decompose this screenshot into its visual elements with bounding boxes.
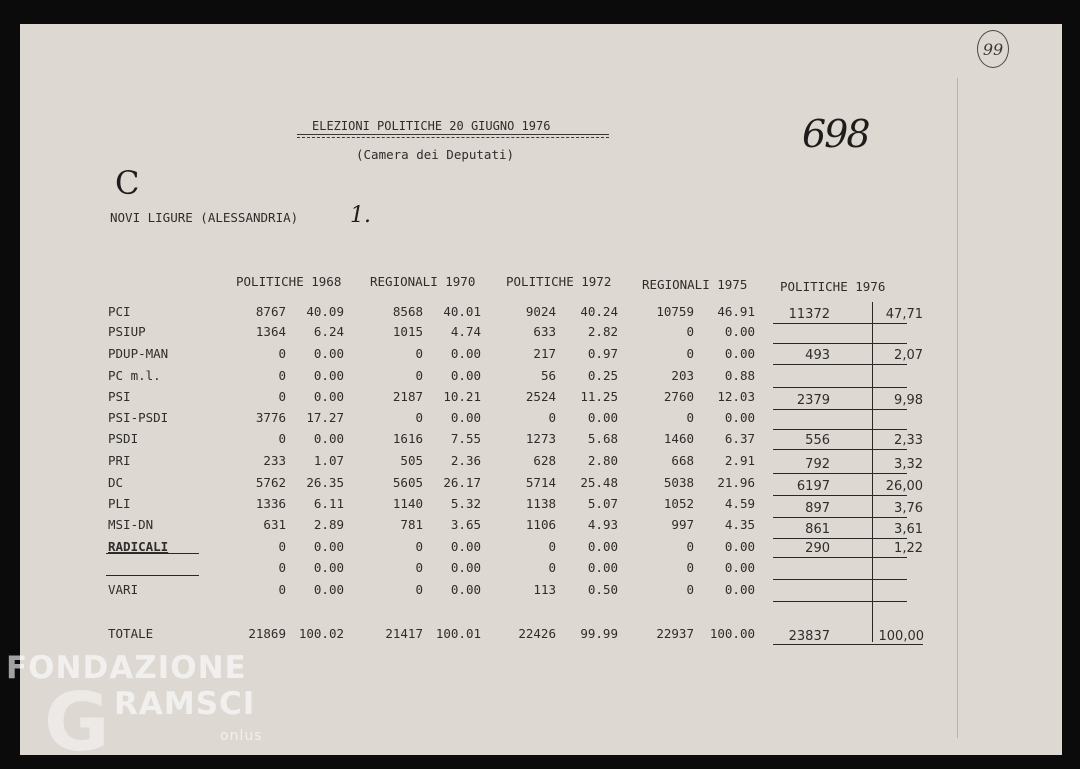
cell-v75: 668 bbox=[671, 453, 694, 468]
cell-p70: 0.00 bbox=[450, 560, 481, 575]
column-header: POLITICHE 1976 bbox=[780, 279, 886, 294]
cell-p72: 2.82 bbox=[587, 324, 618, 339]
cell-v76-hand: 2379 bbox=[796, 393, 830, 408]
cell-p68: 1.07 bbox=[313, 453, 344, 468]
party-label: VARI bbox=[108, 582, 139, 597]
cell-p76-hand: 47,71 bbox=[885, 307, 923, 322]
cell-v72: 5714 bbox=[525, 475, 556, 490]
cell-v70: 781 bbox=[400, 517, 423, 532]
party-label: PLI bbox=[108, 496, 131, 511]
cell-v72: 217 bbox=[533, 346, 556, 361]
cell-p70: 2.36 bbox=[450, 453, 481, 468]
cell-p68: 17.27 bbox=[306, 410, 344, 425]
cell-p76-hand: 3,61 bbox=[894, 522, 923, 537]
row-1976-rule bbox=[773, 473, 907, 474]
cell-p76-hand: 2,33 bbox=[894, 433, 923, 448]
total-p72: 99.99 bbox=[580, 626, 618, 641]
cell-v70: 0 bbox=[415, 560, 423, 575]
cell-p76-hand: 9,98 bbox=[894, 393, 923, 408]
watermark-suffix: onlus bbox=[220, 728, 263, 744]
cell-p72: 0.00 bbox=[587, 410, 618, 425]
party-label: DC bbox=[108, 475, 124, 490]
cell-v72: 0 bbox=[548, 410, 556, 425]
cell-v75: 0 bbox=[686, 560, 694, 575]
cell-v68: 0 bbox=[278, 389, 286, 404]
cell-v72: 633 bbox=[533, 324, 556, 339]
cell-v75: 0 bbox=[686, 539, 694, 554]
cell-v72: 1138 bbox=[525, 496, 556, 511]
cell-v72: 1273 bbox=[525, 431, 556, 446]
cell-v76-hand: 861 bbox=[805, 522, 830, 537]
cell-p70: 7.55 bbox=[450, 431, 481, 446]
cell-v70: 1140 bbox=[392, 496, 423, 511]
document-subtitle: (Camera dei Deputati) bbox=[356, 147, 515, 162]
cell-p72: 0.97 bbox=[587, 346, 618, 361]
total-p76-hand: 100,00 bbox=[878, 629, 924, 644]
cell-v68: 0 bbox=[278, 368, 286, 383]
total-label: TOTALE bbox=[108, 626, 154, 641]
handwritten-section-letter: C bbox=[115, 164, 140, 202]
cell-v68: 3776 bbox=[255, 410, 286, 425]
cell-p76-hand: 26,00 bbox=[885, 479, 923, 494]
archive-number: 99 bbox=[982, 39, 1004, 59]
cell-p72: 25.48 bbox=[580, 475, 618, 490]
cell-v76-hand: 792 bbox=[805, 457, 830, 472]
cell-v76-hand: 11372 bbox=[788, 307, 830, 322]
cell-v72: 56 bbox=[540, 368, 556, 383]
cell-v75: 203 bbox=[671, 368, 694, 383]
cell-p75: 0.00 bbox=[724, 324, 755, 339]
cell-v75: 1052 bbox=[663, 496, 694, 511]
cell-v68: 1364 bbox=[255, 324, 286, 339]
cell-p68: 0.00 bbox=[313, 539, 344, 554]
cell-p75: 6.37 bbox=[724, 431, 755, 446]
cell-v70: 0 bbox=[415, 346, 423, 361]
row-1976-rule bbox=[773, 409, 907, 410]
title-underline bbox=[297, 134, 609, 135]
handwritten-location-number: 1. bbox=[350, 203, 371, 228]
party-label: PCI bbox=[108, 304, 131, 319]
row-1976-rule bbox=[773, 387, 907, 388]
cell-p75: 4.59 bbox=[724, 496, 755, 511]
cell-v76-hand: 493 bbox=[805, 348, 830, 363]
cell-v68: 0 bbox=[278, 539, 286, 554]
watermark-line2: RAMSCI bbox=[114, 686, 256, 722]
party-label: PSI-PSDI bbox=[108, 410, 169, 425]
cell-p72: 0.25 bbox=[587, 368, 618, 383]
watermark-line1: FONDAZIONE bbox=[6, 650, 247, 686]
cell-v76-hand: 290 bbox=[805, 541, 830, 556]
title-underline-dashed bbox=[297, 137, 609, 138]
cell-p75: 0.00 bbox=[724, 346, 755, 361]
column-header: POLITICHE 1968 bbox=[236, 274, 342, 289]
cell-p72: 40.24 bbox=[580, 304, 618, 319]
cell-v75: 0 bbox=[686, 324, 694, 339]
cell-v76-hand: 6197 bbox=[796, 479, 830, 494]
cell-p68: 40.09 bbox=[306, 304, 344, 319]
cell-p70: 5.32 bbox=[450, 496, 481, 511]
cell-v70: 2187 bbox=[392, 389, 423, 404]
cell-p75: 21.96 bbox=[717, 475, 755, 490]
cell-v68: 0 bbox=[278, 560, 286, 575]
cell-v70: 0 bbox=[415, 410, 423, 425]
cell-p75: 46.91 bbox=[717, 304, 755, 319]
cell-p70: 40.01 bbox=[443, 304, 481, 319]
party-label: PDUP-MAN bbox=[108, 346, 169, 361]
cell-p68: 0.00 bbox=[313, 346, 344, 361]
cell-p75: 0.00 bbox=[724, 560, 755, 575]
cell-p72: 5.07 bbox=[587, 496, 618, 511]
column-header: POLITICHE 1972 bbox=[506, 274, 612, 289]
party-label: PSDI bbox=[108, 431, 139, 446]
row-1976-rule bbox=[773, 601, 907, 602]
watermark-letter: G bbox=[44, 676, 111, 769]
cell-p72: 2.80 bbox=[587, 453, 618, 468]
row-1976-rule bbox=[773, 517, 907, 518]
cell-p75: 0.00 bbox=[724, 410, 755, 425]
cell-v68: 0 bbox=[278, 582, 286, 597]
cell-p70: 0.00 bbox=[450, 410, 481, 425]
cell-p72: 5.68 bbox=[587, 431, 618, 446]
row-1976-rule bbox=[773, 538, 907, 539]
cell-v72: 2524 bbox=[525, 389, 556, 404]
watermark bbox=[6, 650, 276, 769]
cell-v75: 0 bbox=[686, 582, 694, 597]
cell-v75: 997 bbox=[671, 517, 694, 532]
cell-v70: 5605 bbox=[392, 475, 423, 490]
cell-v72: 113 bbox=[533, 582, 556, 597]
cell-p75: 2.91 bbox=[724, 453, 755, 468]
cell-p68: 0.00 bbox=[313, 389, 344, 404]
party-label: RADICALI bbox=[108, 539, 169, 554]
cell-p75: 4.35 bbox=[724, 517, 755, 532]
total-p70: 100.01 bbox=[435, 626, 481, 641]
cell-p70: 0.00 bbox=[450, 539, 481, 554]
party-label: PC m.l. bbox=[108, 368, 161, 383]
total-v72: 22426 bbox=[518, 626, 556, 641]
row-1976-rule bbox=[773, 364, 907, 365]
cell-v68: 1336 bbox=[255, 496, 286, 511]
cell-p68: 6.24 bbox=[313, 324, 344, 339]
cell-v70: 0 bbox=[415, 539, 423, 554]
blank-party-rule bbox=[106, 575, 199, 576]
column-header: REGIONALI 1970 bbox=[370, 274, 476, 289]
cell-p76-hand: 3,32 bbox=[894, 457, 923, 472]
cell-p75: 0.00 bbox=[724, 582, 755, 597]
handwritten-page-number: 698 bbox=[802, 112, 869, 156]
cell-p68: 6.11 bbox=[313, 496, 344, 511]
col-1976-divider bbox=[872, 302, 873, 642]
cell-p76-hand: 1,22 bbox=[894, 541, 923, 556]
cell-p70: 0.00 bbox=[450, 346, 481, 361]
cell-p70: 26.17 bbox=[443, 475, 481, 490]
cell-p70: 0.00 bbox=[450, 368, 481, 383]
cell-v72: 0 bbox=[548, 560, 556, 575]
cell-p68: 2.89 bbox=[313, 517, 344, 532]
cell-v72: 0 bbox=[548, 539, 556, 554]
document-title: ELEZIONI POLITICHE 20 GIUGNO 1976 bbox=[312, 119, 551, 133]
cell-v68: 233 bbox=[263, 453, 286, 468]
cell-p75: 12.03 bbox=[717, 389, 755, 404]
cell-p68: 0.00 bbox=[313, 431, 344, 446]
row-1976-rule bbox=[773, 495, 907, 496]
total-v70: 21417 bbox=[385, 626, 423, 641]
cell-v76-hand: 556 bbox=[805, 433, 830, 448]
cell-v70: 8568 bbox=[392, 304, 423, 319]
cell-p70: 10.21 bbox=[443, 389, 481, 404]
cell-p68: 0.00 bbox=[313, 368, 344, 383]
cell-p68: 0.00 bbox=[313, 560, 344, 575]
cell-v68: 8767 bbox=[255, 304, 286, 319]
cell-v72: 9024 bbox=[525, 304, 556, 319]
cell-v68: 0 bbox=[278, 431, 286, 446]
cell-v68: 631 bbox=[263, 517, 286, 532]
row-1976-rule bbox=[773, 343, 907, 344]
cell-p76-hand: 3,76 bbox=[894, 501, 923, 516]
cell-v75: 5038 bbox=[663, 475, 694, 490]
cell-v68: 5762 bbox=[255, 475, 286, 490]
radicali-underline bbox=[106, 553, 199, 554]
cell-v76-hand: 897 bbox=[805, 501, 830, 516]
cell-p76-hand: 2,07 bbox=[894, 348, 923, 363]
row-1976-rule bbox=[773, 579, 907, 580]
row-1976-rule bbox=[773, 557, 907, 558]
cell-v70: 1015 bbox=[392, 324, 423, 339]
cell-v72: 1106 bbox=[525, 517, 556, 532]
column-header: REGIONALI 1975 bbox=[642, 277, 748, 292]
row-1976-rule bbox=[773, 323, 907, 324]
party-label: MSI-DN bbox=[108, 517, 154, 532]
cell-v70: 505 bbox=[400, 453, 423, 468]
total-v75: 22937 bbox=[656, 626, 694, 641]
cell-v75: 10759 bbox=[656, 304, 694, 319]
cell-p72: 0.00 bbox=[587, 539, 618, 554]
party-label: PSIUP bbox=[108, 324, 146, 339]
total-v76-hand: 23837 bbox=[788, 629, 830, 644]
cell-v75: 1460 bbox=[663, 431, 694, 446]
location-label: NOVI LIGURE (ALESSANDRIA) bbox=[110, 210, 299, 225]
cell-p70: 3.65 bbox=[450, 517, 481, 532]
row-1976-rule bbox=[773, 429, 907, 430]
cell-p68: 0.00 bbox=[313, 582, 344, 597]
cell-v75: 2760 bbox=[663, 389, 694, 404]
cell-p70: 0.00 bbox=[450, 582, 481, 597]
cell-v70: 0 bbox=[415, 368, 423, 383]
archive-number-circle bbox=[977, 30, 1009, 68]
cell-p72: 11.25 bbox=[580, 389, 618, 404]
cell-p72: 0.00 bbox=[587, 560, 618, 575]
cell-v70: 1616 bbox=[392, 431, 423, 446]
cell-p68: 26.35 bbox=[306, 475, 344, 490]
total-v68: 21869 bbox=[248, 626, 286, 641]
cell-p72: 4.93 bbox=[587, 517, 618, 532]
margin-fold-line bbox=[957, 78, 958, 738]
cell-v70: 0 bbox=[415, 582, 423, 597]
cell-v75: 0 bbox=[686, 346, 694, 361]
cell-p75: 0.88 bbox=[724, 368, 755, 383]
party-label: PRI bbox=[108, 453, 131, 468]
cell-v68: 0 bbox=[278, 346, 286, 361]
cell-p75: 0.00 bbox=[724, 539, 755, 554]
total-p75: 100.00 bbox=[709, 626, 755, 641]
cell-v72: 628 bbox=[533, 453, 556, 468]
total-1976-rule bbox=[773, 644, 923, 645]
cell-v75: 0 bbox=[686, 410, 694, 425]
total-p68: 100.02 bbox=[298, 626, 344, 641]
party-label: PSI bbox=[108, 389, 131, 404]
cell-p70: 4.74 bbox=[450, 324, 481, 339]
cell-p72: 0.50 bbox=[587, 582, 618, 597]
row-1976-rule bbox=[773, 449, 907, 450]
